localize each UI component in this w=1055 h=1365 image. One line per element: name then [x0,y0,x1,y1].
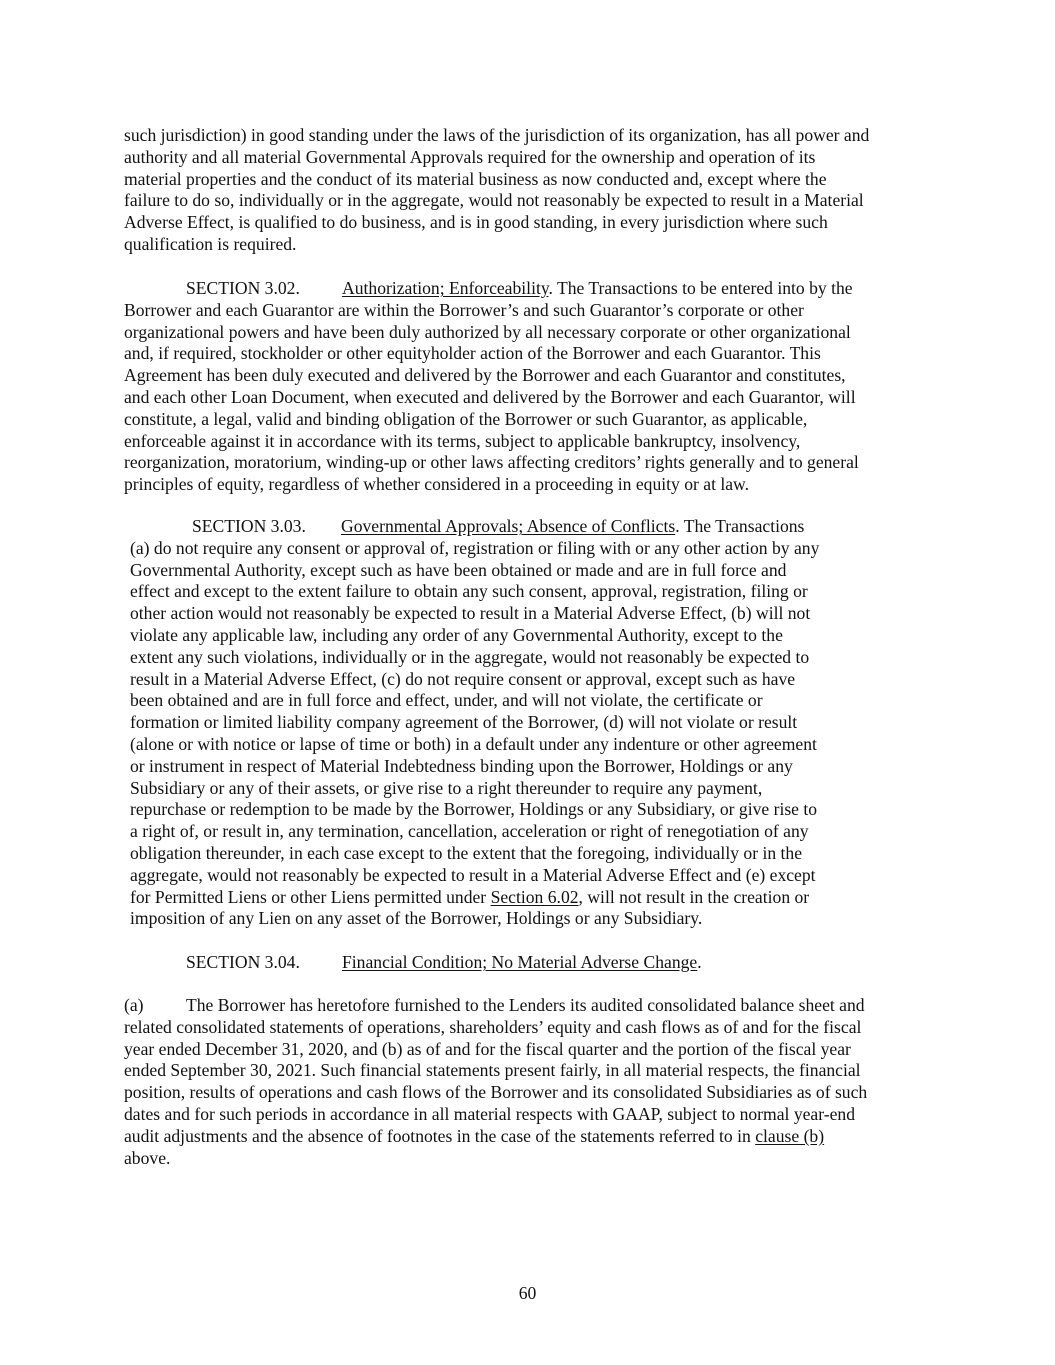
section-title: Authorization; Enforceability [342,278,549,298]
text-line: other action would not reasonably be expected to result in a Material Adverse Effect, (b) will not [130,603,811,624]
text-fragment: . The Transactions to be entered into by the [548,278,853,298]
text-fragment: audit adjustments and the absence of footnotes in the case of the statements referred to in [124,1125,756,1146]
text-line: position, results of operations and cash flows of the Borrower and its consolidated Subsidiaries as of such [124,1082,868,1103]
section-heading-line [130,516,940,538]
text-fragment: The Borrower has heretofore furnished to the Lenders its audited consolidated balance sheet and [186,995,865,1015]
text-line: Borrower and each Guarantor are within the Borrower’s and such Guarantor’s corporate or other [124,299,804,320]
text-line: and, if required, stockholder or other equityholder action of the Borrower and each Guarantor. This [124,343,821,364]
clause-label: (a) [124,995,144,1015]
text-line: authority and all material Governmental Approvals required for the ownership and operation of its [124,146,816,167]
text-line [124,1126,934,1148]
text-line: (alone or with notice or lapse of time or both) in a default under any indenture or other agreement [130,733,817,754]
text-line: constitute, a legal, valid and binding obligation of the Borrower or such Guarantor, as applicable, [124,408,808,429]
text-line: qualification is required. [124,233,297,254]
text-line: dates and for such periods in accordance in all material respects with GAAP, subject to normal year-end [124,1103,856,1124]
text-line: imposition of any Lien on any asset of the Borrower, Holdings or any Subsidiary. [130,908,703,929]
section-title: Governmental Approvals; Absence of Conflicts [341,516,676,536]
text-line: year ended December 31, 2020, and (b) as of and for the fiscal quarter and the portion of the fiscal year [124,1038,851,1059]
text-line: reorganization, moratorium, winding-up or other laws affecting creditors’ rights generally and to general [124,452,859,473]
text-line: violate any applicable law, including any order of any Governmental Authority, except to the [130,624,783,645]
section-number: SECTION 3.02. [186,278,300,298]
text-fragment: for Permitted Liens or other Liens permitted under [130,886,491,907]
text-line: organizational powers and have been duly authorized by all necessary corporate or other organizational [124,321,851,342]
text-line: been obtained and are in full force and effect, under, and will not violate, the certificate or [130,690,763,711]
text-line: formation or limited liability company agreement of the Borrower, (d) will not violate or result [130,712,798,733]
text-line: obligation thereunder, in each case except to the extent that the foregoing, individually or in the [130,842,803,863]
text-line: (a) do not require any consent or approval of, registration or filing with or any other action by any [130,537,820,558]
text-line: above. [124,1147,171,1168]
section-number: SECTION 3.04. [186,952,300,972]
text-line: effect and except to the extent failure to obtain any such consent, approval, registration, filing or [130,581,808,602]
text-line: material properties and the conduct of its material business as now conducted and, except where the [124,168,827,189]
text-line: related consolidated statements of operations, shareholders’ equity and cash flows as of and for the fiscal [124,1016,862,1037]
text-line: failure to do so, individually or in the aggregate, would not reasonably be expected to result in a Material [124,190,864,211]
clause-reference-link[interactable]: clause (b) [755,1125,825,1146]
text-line: ended September 30, 2021. Such financial statements present fairly, in all material respects, the financial [124,1060,861,1081]
text-fragment: , will not result in the creation or [578,886,810,907]
clause-first-line [124,995,934,1017]
continuation-paragraph [124,125,934,256]
text-line: principles of equity, regardless of whether considered in a proceeding in equity or at law. [124,474,750,495]
text-line: extent any such violations, individually or in the aggregate, would not reasonably be expected to [130,646,810,667]
text-line: or instrument in respect of Material Indebtedness binding upon the Borrower, Holdings or any [130,755,793,776]
section-number: SECTION 3.03. [192,516,306,536]
text-line: result in a Material Adverse Effect, (c) do not require consent or approval, except such as have [130,668,796,689]
text-line: repurchase or redemption to be made by the Borrower, Holdings or any Subsidiary, or give rise to [130,799,818,820]
section-heading-line [124,278,934,300]
text-line: enforceable against it in accordance with its terms, subject to applicable bankruptcy, insolvency, [124,430,801,451]
text-line: Agreement has been duly executed and delivered by the Borrower and each Guarantor and constitutes, [124,365,846,386]
text-line: aggregate, would not reasonably be expected to result in a Material Adverse Effect and (e) except [130,864,816,885]
page-number: 60 [518,1283,537,1303]
text-line: Adverse Effect, is qualified to do business, and is in good standing, in every jurisdiction where such [124,212,828,233]
text-fragment: . [697,952,702,972]
section-3-02 [124,278,934,496]
text-fragment: . The Transactions [675,516,805,536]
section-reference-link[interactable]: Section 6.02 [490,886,579,907]
section-3-03 [130,516,940,930]
section-title: Financial Condition; No Material Adverse Change [342,952,698,972]
text-line: such jurisdiction) in good standing under the laws of the jurisdiction of its organization, has all power and [124,125,870,145]
section-3-04-a [124,995,934,1169]
text-line: a right of, or result in, any termination, cancellation, acceleration or right of renegotiation of any [130,821,809,842]
text-line [130,887,940,909]
text-line: Governmental Authority, except such as have been obtained or made and are in full force and [130,559,787,580]
section-heading-line [124,952,934,974]
text-line: and each other Loan Document, when executed and delivered by the Borrower and each Guarantor, will [124,386,856,407]
text-line: Subsidiary or any of their assets, or give rise to a right thereunder to require any payment, [130,777,763,798]
section-3-04 [124,952,934,974]
